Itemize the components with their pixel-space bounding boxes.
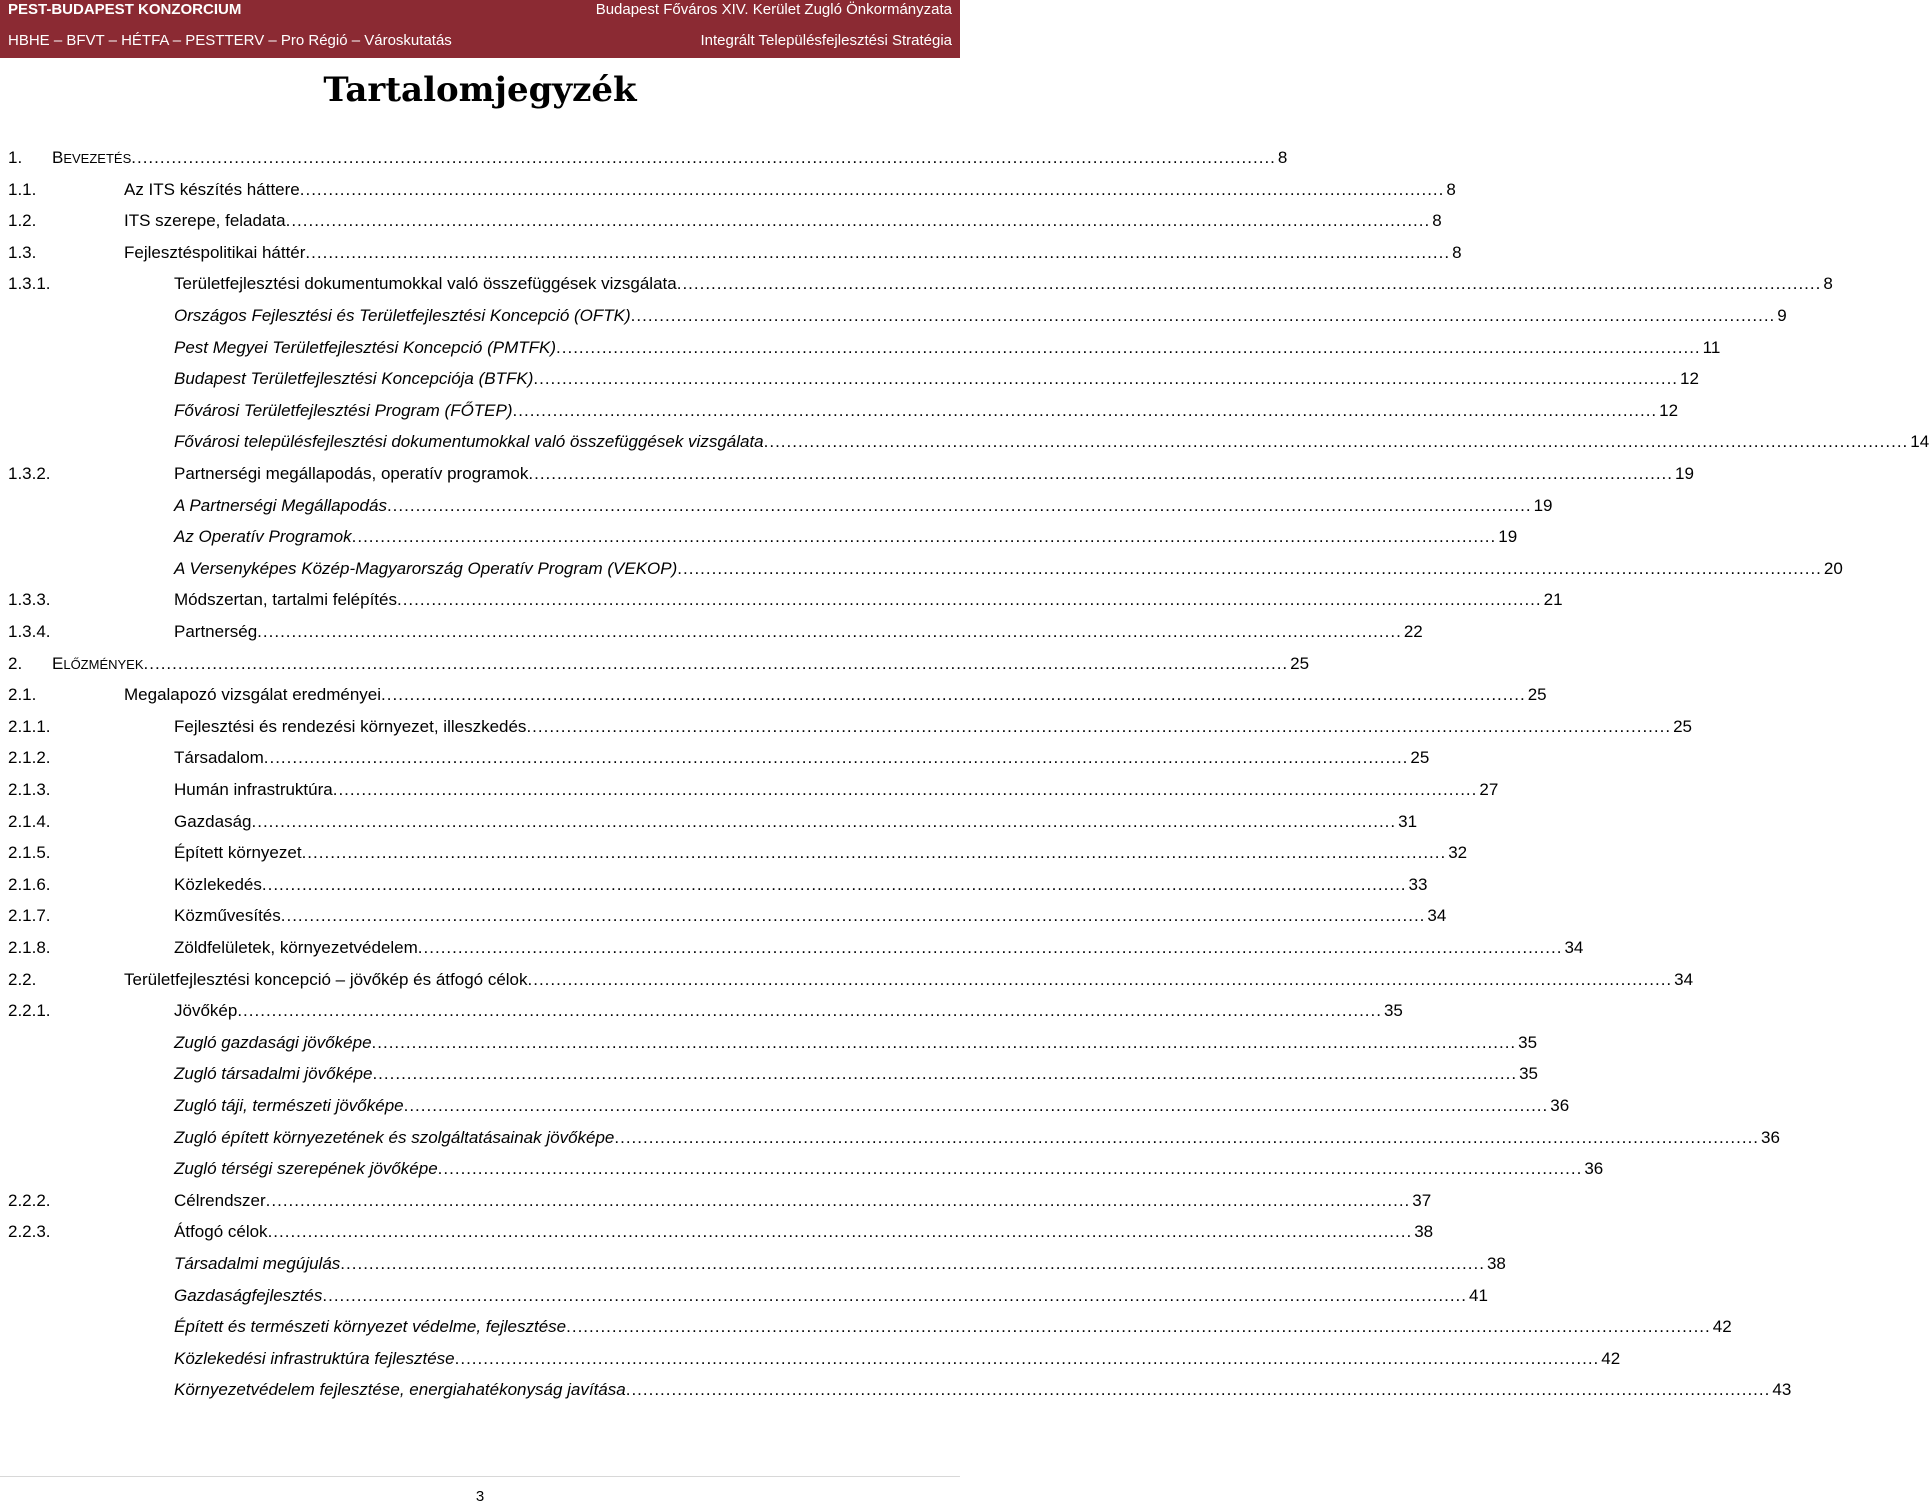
toc-entry[interactable] [0,748,1430,774]
toc-entry-page: 22 [1403,622,1423,641]
toc-entry-number: 2. [8,653,23,673]
toc-entry[interactable] [0,811,1418,838]
toc-entry[interactable] [0,874,1428,901]
toc-entry-page: 21 [1543,590,1563,610]
toc-entry-title: BEVEZETÉS [52,148,132,167]
toc-entry-number: 1. [8,148,23,167]
toc-entry-title: A Versenyképes Közép-Magyarország Operatív Program (VEKOP) [174,558,678,578]
toc-dot-leader: ........................................................................................................................................................................................................ [630,306,1776,325]
toc-dot-leader: ........................................................................................................................................................................................................ [417,938,1563,957]
toc-dot-leader: ........................................................................................................................................................................................................ [556,337,1701,357]
toc-entry[interactable] [0,432,1929,458]
toc-entry[interactable] [0,1190,1432,1217]
toc-entry[interactable] [0,685,1547,711]
toc-entry[interactable] [0,843,1468,869]
toc-entry[interactable] [0,1254,1506,1280]
toc-entry-title: Fővárosi Területfejlesztési Program (FŐTEP) [174,400,513,420]
toc-entry-page: 9 [1777,306,1787,325]
header-partners: HBHE – BFVT – HÉTFA – PESTTERV – Pro Régió – Városkutatás [8,32,452,49]
toc-entry-page: 12 [1680,369,1699,389]
toc-entry[interactable] [0,969,1694,996]
toc-entry[interactable] [0,716,1692,743]
toc-entry-number: 2.2.3. [8,1222,51,1242]
toc-entry-number: 2.1.3. [8,780,51,799]
toc-dot-leader: ........................................................................................................................................................................................................ [372,1064,1518,1084]
toc-entry-page: 43 [1772,1380,1792,1400]
toc-entry[interactable] [0,590,1563,616]
toc-entry[interactable] [0,179,1456,206]
toc-entry[interactable] [0,242,1462,269]
toc-entry[interactable] [0,1222,1434,1248]
toc-entry-page: 25 [1410,748,1430,768]
toc-entry-page: 34 [1674,969,1694,989]
toc-entry[interactable] [0,148,1288,174]
toc-dot-leader: ........................................................................................................................................................................................................ [512,400,1658,420]
toc-entry-page: 25 [1290,653,1310,673]
toc-entry-page: 37 [1412,1190,1432,1210]
toc-entry[interactable] [0,906,1447,932]
toc-entry[interactable] [0,558,1843,585]
toc-entry[interactable] [0,1159,1604,1185]
toc-entry-title: Humán infrastruktúra [174,780,333,799]
toc-entry-page: 34 [1564,938,1584,957]
toc-dot-leader: ........................................................................................................................................................................................................ [340,1254,1485,1273]
toc-dot-leader: ........................................................................................................................................................................................................ [257,622,1402,641]
toc-dot-leader: ........................................................................................................................................................................................................ [299,179,1445,199]
toc-entry-title: Fejlesztéspolitikai háttér [124,242,306,262]
toc-entry-title: Átfogó célok [174,1222,268,1242]
toc-entry-page: 19 [1675,464,1694,483]
toc-entry-page: 42 [1712,1317,1732,1337]
toc-entry-page: 36 [1584,1159,1604,1179]
toc-dot-leader: ........................................................................................................................................................................................................ [677,558,1822,578]
toc-entry-title: Társadalom [174,748,264,768]
toc-dot-leader: ........................................................................................................................................................................................................ [403,1096,1549,1115]
toc-entry-page: 8 [1432,211,1442,231]
toc-entry-title: Területfejlesztési koncepció – jövőkép és átfogó célok [124,969,528,989]
toc-entry[interactable] [0,495,1553,522]
toc-dot-leader: ........................................................................................................................................................................................................ [528,464,1674,483]
toc-entry-number: 1.3.3. [8,590,51,610]
toc-dot-leader: ........................................................................................................................................................................................................ [280,906,1426,926]
toc-entry-title: ELŐZMÉNYEK [52,653,144,673]
toc-dot-leader: ........................................................................................................................................................................................................ [285,211,1431,231]
toc-entry-title: Fővárosi településfejlesztési dokumentumokkal való összefüggések vizsgálata [174,432,764,452]
toc-entry-title: Partnerségi megállapodás, operatív programok [174,464,529,483]
toc-entry-page: 42 [1601,1348,1621,1368]
toc-entry[interactable] [0,1001,1403,1027]
toc-dot-leader: ........................................................................................................................................................................................................ [263,748,1409,768]
toc-entry[interactable] [0,780,1499,806]
toc-entry-title: Módszertan, tartalmi felépítés [174,590,397,610]
toc-entry-title: Zugló épített környezetének és szolgáltatásainak jövőképe [174,1127,615,1147]
page-header [0,0,960,58]
toc-entry-title: Zöldfelületek, környezetvédelem [174,938,418,957]
toc-entry-page: 12 [1659,400,1679,420]
toc-entry-title: Országos Fejlesztési és Területfejlesztési Koncepció (OFTK) [174,306,631,325]
toc-entry-page: 25 [1673,716,1692,736]
toc-entry-page: 36 [1550,1096,1570,1115]
toc-entry-number: 2.1.4. [8,811,51,831]
toc-entry-number: 2.1.7. [8,906,51,926]
toc-entry-title: A Partnerségi Megállapodás [174,495,387,515]
toc-entry-page: 34 [1427,906,1447,926]
toc-entry-page: 8 [1823,274,1833,294]
toc-entry-page: 33 [1408,874,1428,894]
toc-entry-title: Közművesítés [174,906,281,926]
toc-dot-leader: ........................................................................................................................................................................................................ [143,653,1289,673]
toc-dot-leader: ........................................................................................................................................................................................................ [437,1159,1583,1179]
toc-entry-page: 19 [1498,527,1518,547]
page-title: Tartalomjegyzék [323,70,637,110]
toc-entry-page: 38 [1414,1222,1434,1242]
toc-entry-page: 38 [1486,1254,1506,1273]
toc-entry-number: 2.1.2. [8,748,51,768]
toc-entry[interactable] [0,1348,1621,1375]
toc-entry[interactable] [0,1032,1538,1059]
toc-dot-leader: ........................................................................................................................................................................................................ [526,716,1672,736]
toc-entry-page: 31 [1398,811,1418,831]
toc-entry-title: Területfejlesztési dokumentumokkal való összefüggések vizsgálata [174,274,677,294]
toc-entry[interactable] [0,369,1699,395]
toc-entry-page: 20 [1823,558,1843,578]
toc-entry-page: 35 [1519,1064,1539,1084]
toc-entry[interactable] [0,337,1721,364]
toc-entry-page: 14 [1910,432,1929,452]
toc-entry-page: 8 [1452,242,1462,262]
toc-entry-title: Gazdaság [174,811,252,831]
toc-entry-page: 35 [1518,1032,1538,1052]
toc-entry-number: 2.1.1. [8,716,51,736]
toc-entry-number: 1.3.4. [8,622,51,641]
toc-entry-page: 32 [1448,843,1468,863]
toc-dot-leader: ........................................................................................................................................................................................................ [251,811,1397,831]
toc-entry[interactable] [0,938,1584,964]
toc-entry-page: 8 [1446,179,1456,199]
toc-entry-title: Épített környezet [174,843,302,863]
toc-entry-title: Partnerség [174,622,258,641]
toc-entry-page: 25 [1527,685,1547,705]
toc-entry-number: 2.2.1. [8,1001,51,1021]
toc-entry-title: Jövőkép [174,1001,238,1021]
toc-dot-leader: ........................................................................................................................................................................................................ [625,1380,1771,1400]
toc-dot-leader: ........................................................................................................................................................................................................ [527,969,1673,989]
toc-dot-leader: ........................................................................................................................................................................................................ [237,1001,1382,1021]
toc-entry-number: 2.1.6. [8,874,51,894]
toc-entry[interactable] [0,1317,1732,1343]
toc-entry-page: 8 [1277,148,1288,167]
toc-entry-title: Közlekedési infrastruktúra fejlesztése [174,1348,455,1368]
toc-entry[interactable] [0,1380,1792,1406]
toc-dot-leader: ........................................................................................................................................................................................................ [265,1190,1411,1210]
toc-dot-leader: ........................................................................................................................................................................................................ [381,685,1526,705]
toc-dot-leader: ........................................................................................................................................................................................................ [396,590,1542,610]
toc-dot-leader: ........................................................................................................................................................................................................ [386,495,1532,515]
toc-entry[interactable] [0,1285,1488,1312]
toc-entry[interactable] [0,306,1787,332]
toc-entry-number: 2.1. [8,685,37,705]
toc-entry[interactable] [0,1127,1780,1154]
toc-dot-leader: ........................................................................................................................................................................................................ [131,148,1276,167]
toc-dot-leader: ........................................................................................................................................................................................................ [301,843,1447,863]
toc-entry-page: 35 [1383,1001,1403,1021]
toc-entry-number: 1.3. [8,242,37,262]
toc-dot-leader: ........................................................................................................................................................................................................ [351,527,1497,547]
toc-entry-number: 1.3.1. [8,274,51,294]
toc-entry[interactable] [0,464,1694,490]
toc-entry-title: Zugló térségi szerepének jövőképe [174,1159,438,1179]
toc-dot-leader: ........................................................................................................................................................................................................ [454,1348,1600,1368]
toc-entry-title: Közlekedés [174,874,262,894]
toc-dot-leader: ........................................................................................................................................................................................................ [305,242,1451,262]
page-number: 3 [475,1488,485,1505]
toc-entry-page: 41 [1469,1285,1488,1305]
toc-entry-title: ITS szerepe, feladata [124,211,286,231]
toc-entry-number: 2.2.2. [8,1190,51,1210]
toc-entry-title: Zugló gazdasági jövőképe [174,1032,372,1052]
toc-dot-leader: ........................................................................................................................................................................................................ [267,1222,1413,1242]
footer-divider [0,1476,960,1477]
toc-entry-title: Fejlesztési és rendezési környezet, illeszkedés [174,716,527,736]
toc-dot-leader: ........................................................................................................................................................................................................ [763,432,1909,452]
toc-entry[interactable] [0,274,1833,300]
toc-entry[interactable] [0,1064,1539,1090]
toc-entry-page: 19 [1533,495,1553,515]
toc-entry-title: Az Operatív Programok [174,527,352,547]
toc-entry[interactable] [0,211,1442,237]
toc-dot-leader: ........................................................................................................................................................................................................ [533,369,1679,389]
toc-dot-leader: ........................................................................................................................................................................................................ [261,874,1407,894]
toc-entry-number: 2.1.5. [8,843,51,863]
header-municipality: Budapest Főváros XIV. Kerület Zugló Önkormányzata [595,1,952,18]
toc-entry[interactable] [0,1096,1570,1122]
toc-entry-title: Környezetvédelem fejlesztése, energiahatékonyság javítása [174,1380,626,1400]
toc-entry-number: 1.2. [8,211,37,231]
toc-entry-title: Zugló társadalmi jövőképe [174,1064,373,1084]
header-consortium: PEST-BUDAPEST KONZORCIUM [8,1,242,18]
toc-dot-leader: ........................................................................................................................................................................................................ [332,780,1478,799]
toc-entry[interactable] [0,527,1518,553]
toc-dot-leader: ........................................................................................................................................................................................................ [614,1127,1760,1147]
toc-entry-page: 27 [1479,780,1499,799]
toc-entry[interactable] [0,653,1310,680]
toc-dot-leader: ........................................................................................................................................................................................................ [371,1032,1517,1052]
toc-entry-title: Célrendszer [174,1190,266,1210]
toc-entry-title: Pest Megyei Területfejlesztési Koncepció (PMTFK) [174,337,557,357]
toc-entry-title: Társadalmi megújulás [174,1254,341,1273]
toc-entry[interactable] [0,622,1423,648]
toc-entry-number: 2.1.8. [8,938,51,957]
toc-entry-number: 1.1. [8,179,37,199]
toc-entry-title: Zugló táji, természeti jövőképe [174,1096,404,1115]
toc-dot-leader: ........................................................................................................................................................................................................ [322,1285,1468,1305]
header-document-name: Integrált Településfejlesztési Stratégia [700,32,952,49]
toc-entry-number: 1.3.2. [8,464,51,483]
toc-entry-title: Megalapozó vizsgálat eredményei [124,685,382,705]
toc-entry-title: Épített és természeti környezet védelme, fejlesztése [174,1317,567,1337]
toc-entry-title: Budapest Területfejlesztési Koncepciója (BTFK) [174,369,534,389]
toc-entry-title: Az ITS készítés háttere [124,179,300,199]
toc-entry-title: Gazdaságfejlesztés [174,1285,323,1305]
toc-entry-page: 36 [1761,1127,1780,1147]
toc-entry-number: 2.2. [8,969,37,989]
toc-entry-page: 11 [1702,337,1721,357]
toc-entry[interactable] [0,400,1679,427]
toc-dot-leader: ........................................................................................................................................................................................................ [566,1317,1711,1337]
toc-dot-leader: ........................................................................................................................................................................................................ [676,274,1822,294]
